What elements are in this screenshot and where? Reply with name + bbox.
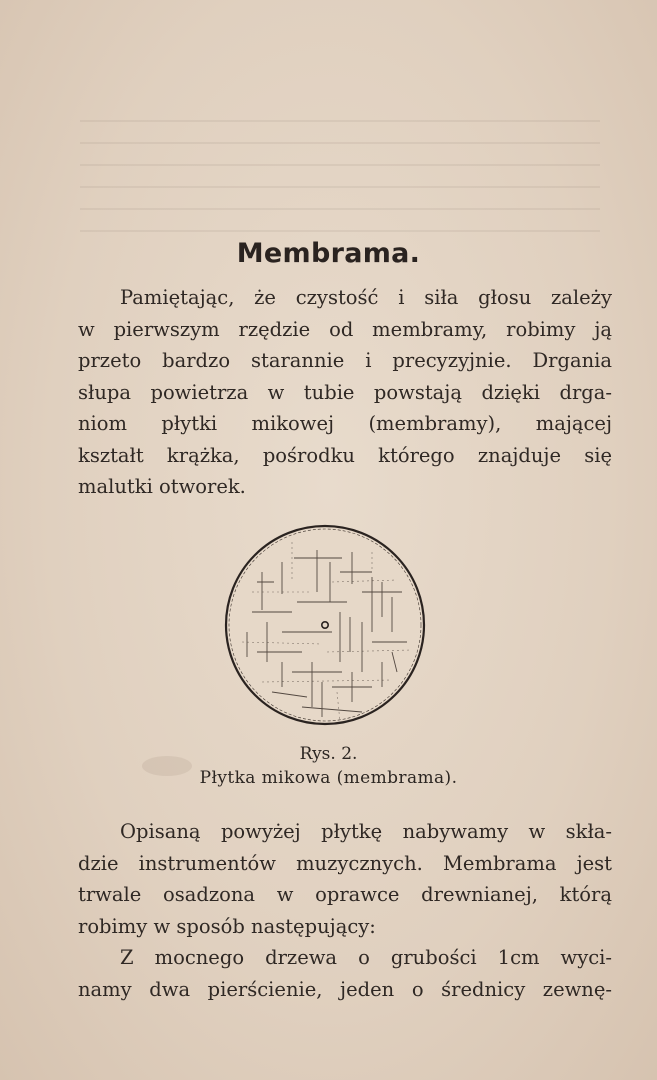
text-line: słupa powietrza w tubie powstają dzięki drga- [78, 380, 612, 404]
text-line: malutki otworek. [78, 475, 246, 498]
text-line: Opisaną powyżej płytkę nabywamy w skła- [120, 820, 612, 843]
text-line: Pamiętając, że czystość i siła głosu zależy [120, 286, 612, 309]
text-line: kształt krążka, pośrodku którego znajduje się [78, 443, 612, 467]
text-line: dzie instrumentów muzycznych. Membrama jest [78, 851, 612, 875]
text-line: niom płytki mikowej (membramy), mającej [78, 412, 612, 435]
figure-caption: Płytka mikowa (membrama). [199, 768, 458, 788]
text-line: robimy w sposób następujący: [78, 914, 376, 938]
text-line: Z mocnego drzewa o grubości 1cm wyci- [120, 946, 612, 969]
text-line: trwale osadzona w oprawce drewnianej, którą [78, 883, 612, 906]
text-line: namy dwa pierścienie, jeden o średnicy zewnę- [78, 977, 612, 1001]
text-line: przeto bardzo starannie i precyzyjnie. Drgania [78, 349, 612, 372]
paragraph-body [78, 816, 612, 1005]
section-title: Membrama. [236, 238, 421, 269]
text-line: w pierwszym rzędzie od membramy, robimy ją [78, 317, 612, 341]
figure-number: Rys. 2. [299, 744, 358, 764]
bleed-through-texture [80, 120, 600, 240]
paragraph-intro [78, 282, 612, 503]
mica-plate-illustration [222, 522, 428, 728]
